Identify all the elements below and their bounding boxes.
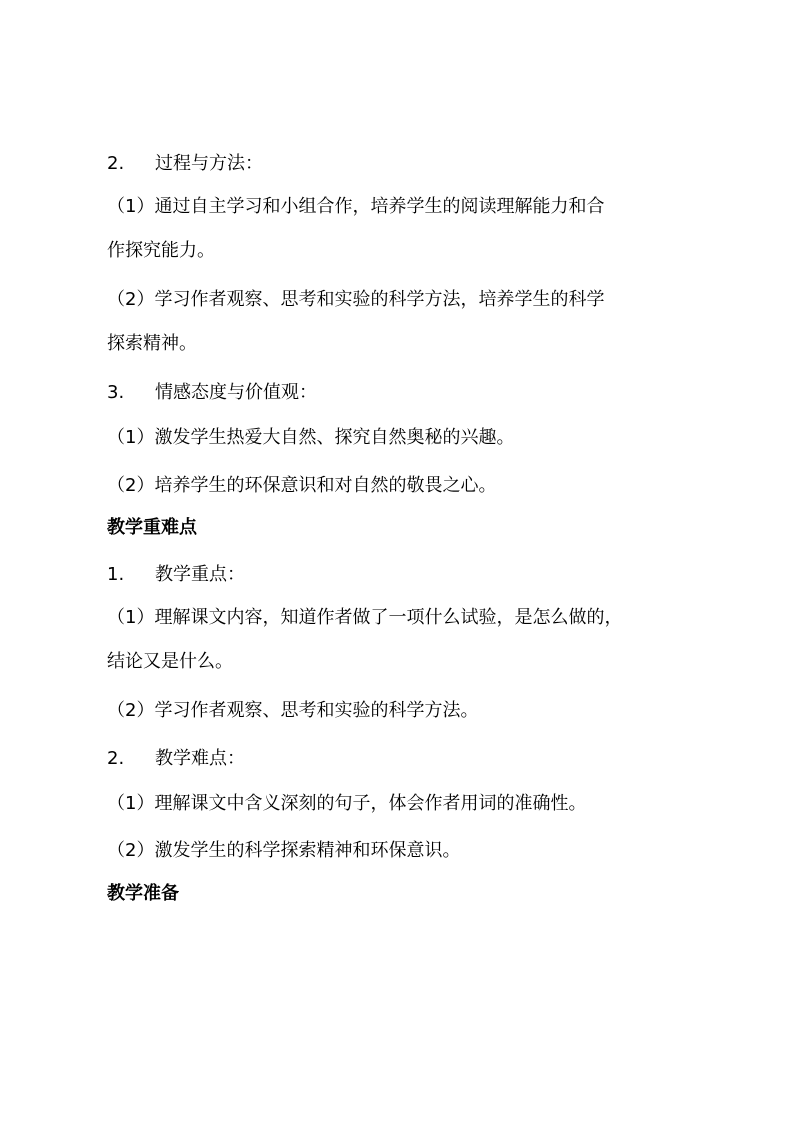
item-difficult-points: [107, 747, 245, 771]
point-text: （2）学习作者观察、思考和实验的科学方法，培养学生的科学: [107, 289, 605, 310]
section-heading-key-difficult-points: 教学重难点: [107, 517, 197, 538]
item-title: 情感态度与价值观：: [155, 382, 317, 403]
item-emotion-values: [107, 381, 317, 405]
item-number: 1.: [107, 564, 125, 585]
section-heading-teaching-preparation: 教学准备: [107, 883, 179, 904]
item-title: 教学难点：: [155, 748, 245, 769]
item-process-methods: [107, 152, 263, 176]
point-text: （2）激发学生的科学探索精神和环保意识。: [107, 840, 461, 861]
point-text: 探索精神。: [107, 333, 197, 354]
point-text: （1）激发学生热爱大自然、探究自然奥秘的兴趣。: [107, 427, 515, 448]
item-number: 2.: [107, 748, 125, 769]
item-number: 3.: [107, 382, 125, 403]
item-title: 过程与方法：: [155, 153, 263, 174]
point-text: （1）理解课文内容，知道作者做了一项什么试验，是怎么做的，: [107, 607, 623, 628]
point-text: （2）学习作者观察、思考和实验的科学方法。: [107, 700, 479, 721]
item-number: 2.: [107, 153, 125, 174]
point-text: 作探究能力。: [107, 240, 215, 261]
point-text: 结论又是什么。: [107, 651, 233, 672]
item-title: 教学重点：: [155, 564, 245, 585]
point-text: （2）培养学生的环保意识和对自然的敬畏之心。: [107, 475, 497, 496]
point-text: （1）理解课文中含义深刻的句子，体会作者用词的准确性。: [107, 793, 587, 814]
point-text: （1）通过自主学习和小组合作，培养学生的阅读理解能力和合: [107, 196, 605, 217]
item-key-points: [107, 563, 245, 587]
